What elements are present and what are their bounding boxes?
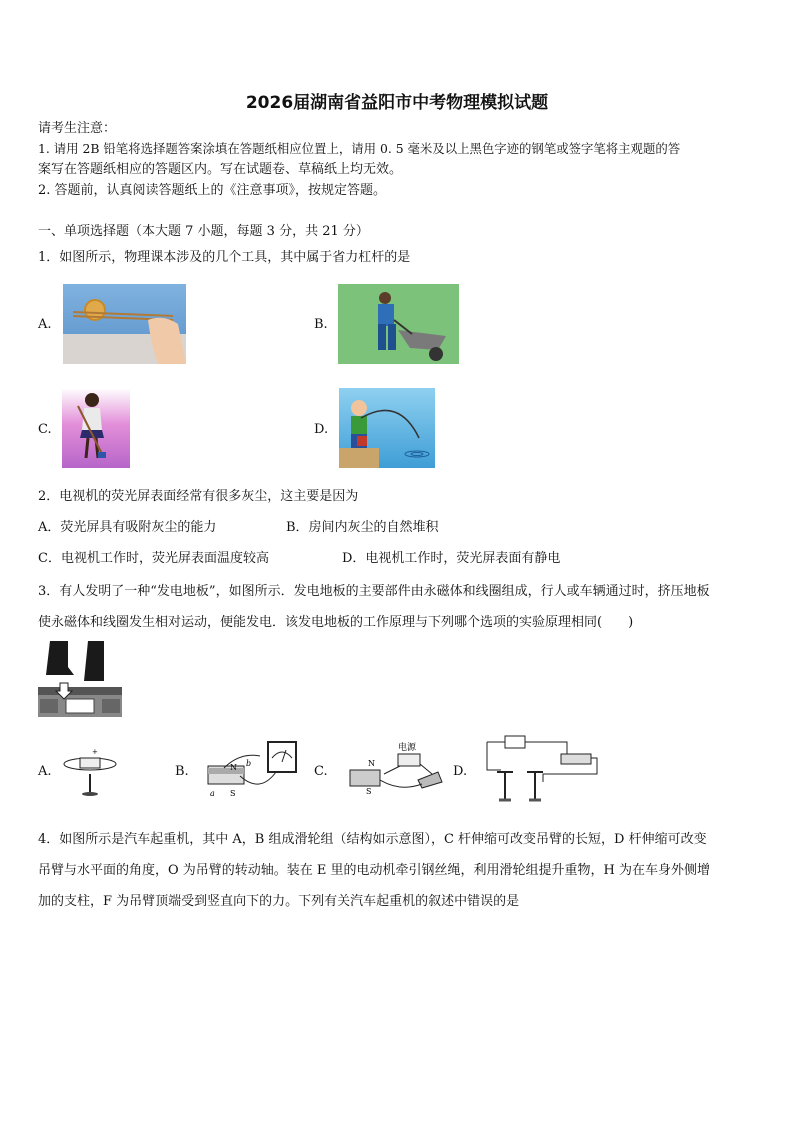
- q3-option-a-label[interactable]: A.: [38, 764, 52, 779]
- broom-image: [62, 388, 130, 468]
- svg-text:+: +: [92, 748, 98, 756]
- label-a: a: [210, 789, 215, 798]
- question-4-line-3: 加的支柱，F 为吊臂顶端受到竖直向下的力。下列有关汽车起重机的叙述中错误的是: [38, 894, 520, 909]
- question-2-stem: 2．电视机的荧光屏表面经常有很多灰尘，这主要是因为: [38, 489, 359, 504]
- q2-option-a[interactable]: A．荧光屏具有吸附灰尘的能力: [38, 520, 217, 535]
- question-4-line-1: 4．如图所示是汽车起重机，其中 A，B 组成滑轮组（结构如示意图），C 杆伸缩可改变吊臂的长短，D 杆伸缩可改变: [38, 832, 707, 847]
- question-3-stem-line-1: 3．有人发明了一种“发电地板”，如图所示．发电地板的主要部件由永磁体和线圈组成，行人或车辆通过时，挤压地板: [38, 584, 710, 599]
- chopsticks-image: [63, 284, 186, 364]
- label-b: b: [246, 759, 252, 768]
- question-3-stem-line-2: 使永磁体和线圈发生相对运动，便能发电．该发电地板的工作原理与下列哪个选项的实验原理相同( ): [38, 615, 634, 630]
- notice-heading: 请考生注意：: [38, 121, 117, 136]
- coil-rotation-diagram: [62, 748, 120, 800]
- question-4-line-2: 吊臂与水平面的角度，O 为吊臂的转动轴。装在 E 里的电动机牵引钢丝绳，利用滑轮组提升重物，H 为在车身外侧增: [38, 863, 711, 878]
- q1-option-b-label[interactable]: B.: [314, 317, 328, 332]
- notice-item-2: 2. 答题前，认真阅读答题纸上的《注意事项》，按规定答题。: [38, 183, 387, 198]
- page-title: 2026届湖南省益阳市中考物理模拟试题: [245, 93, 549, 113]
- electromagnet-diagram: [483, 734, 599, 810]
- q3-option-b-label[interactable]: B.: [175, 764, 189, 779]
- fishing-rod-image: [339, 388, 435, 468]
- label-s: S: [366, 787, 372, 796]
- label-s: S: [230, 789, 236, 798]
- q1-option-a-label[interactable]: A.: [38, 317, 52, 332]
- motor-circuit-diagram: [340, 740, 444, 798]
- label-power: 电源: [398, 743, 417, 753]
- q2-option-d[interactable]: D．电视机工作时，荧光屏表面有静电: [342, 551, 561, 566]
- q2-option-b[interactable]: B．房间内灰尘的自然堆积: [286, 520, 439, 535]
- notice-item-1-line-1: 1. 请用 2B 铅笔将选择题答案涂填在答题纸相应位置上，请用 0. 5 毫米及以上黑色字迹的钢笔或签字笔将主观题的答: [38, 141, 681, 156]
- label-n: N: [368, 759, 375, 768]
- label-n: N: [230, 763, 237, 772]
- q3-option-c-label[interactable]: C.: [314, 764, 328, 779]
- section-heading: 一、单项选择题（本大题 7 小题，每题 3 分，共 21 分）: [38, 224, 369, 239]
- q1-option-d-label[interactable]: D.: [314, 422, 329, 437]
- galvanometer-diagram: [200, 738, 300, 806]
- q3-option-d-label[interactable]: D.: [453, 764, 468, 779]
- q1-option-c-label[interactable]: C.: [38, 422, 52, 437]
- question-1-stem: 1．如图所示，物理课本涉及的几个工具，其中属于省力杠杆的是: [38, 250, 411, 265]
- q2-option-c[interactable]: C．电视机工作时，荧光屏表面温度较高: [38, 551, 269, 566]
- notice-item-1-line-2: 案写在答题纸相应的答题区内。写在试题卷、草稿纸上均无效。: [38, 162, 403, 177]
- power-floor-image: [38, 641, 122, 717]
- wheelbarrow-image: [338, 284, 459, 364]
